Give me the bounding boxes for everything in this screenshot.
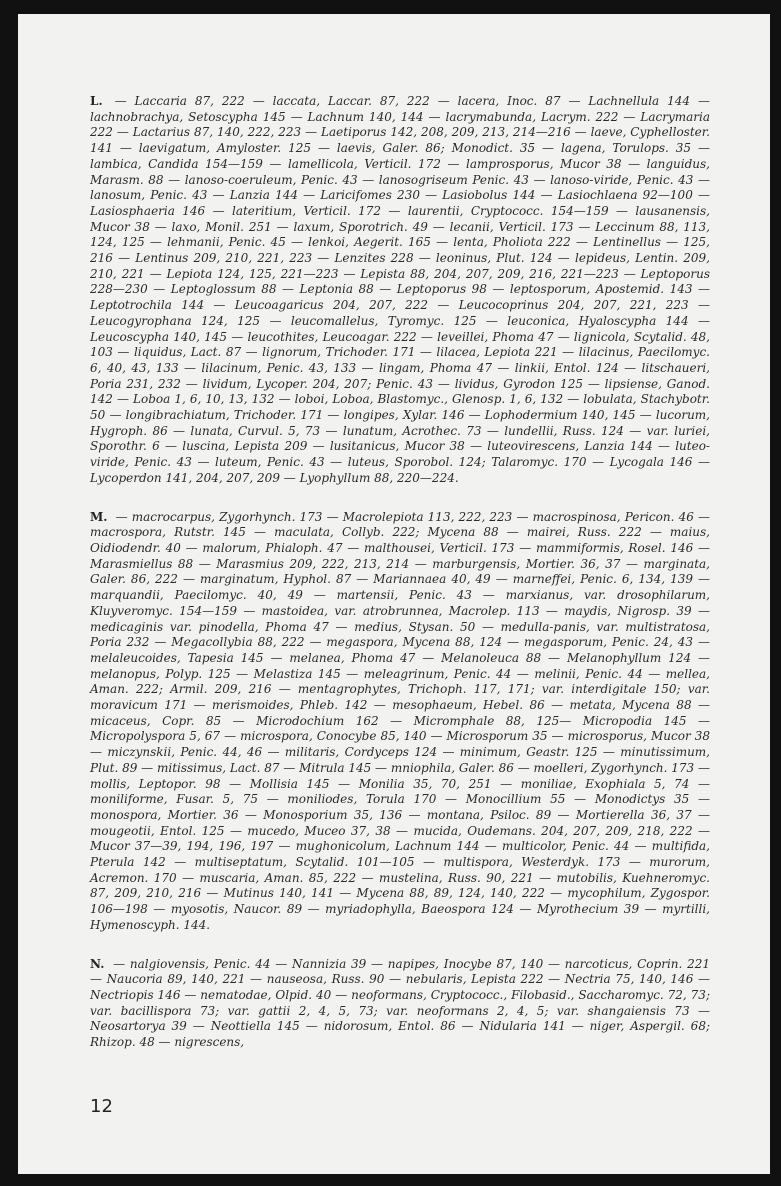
index-section-m [90,510,710,934]
page-number: 12 [90,1096,113,1117]
index-section-l [90,94,710,487]
index-section-n [90,957,710,1051]
section-letter: M. [90,509,108,524]
section-text: — Laccaria 87, 222 — laccata, Laccar. 87, 222 — lacera, Inoc. 87 — Lachnellula 144 — lachnobrachya, Setoscypha 145 — Lachnum 140, 144 — lacrymabunda, Lacrym. 222 — Lacrymaria 222 — Lactarius 87, 140, 222, 223 — Laetiporus 142, 208, 209, 213, 214—216 — laeve, Cyphelloster. 141 — laevigatum, Amyloster. 125 — laevis, Galer. 86; Monodict. 35 — lagena, Torulops. 35 — lambica, Candida 154—159 — lamellicola, Verticil. 172 — lamprosporus, Mucor 38 — languidus, Marasm. 88 — lanoso-coeruleum, Penic. 43 — lanosogriseum Penic. 43 — lanoso-viride, Penic. 43 — lanosum, Penic. 43 — Lanzia 144 — Laricifomes 230 — Lasiobolus 144 — Lasiochlaena 92—100 — Lasiosphaeria 146 — lateritium, Verticil. 172 — laurentii, Cryptococc. 154—159 — lausanensis, Mucor 38 — laxo, Monil. 251 — laxum, Sporotrich. 49 — lecanii, Verticil. 173 — Leccinum 88, 113, 124, 125 — lehmanii, Penic. 45 — lenkoi, Aegerit. 165 — lenta, Pholiota 222 — Lentinellus — 125, 216 — Lentinus 209, 210, 221, 223 — Lenzites 228 — leoninus, Plut. 124 — lepideus, Lentin. 209, 210, 221 — Lepiota 124, 125, 221—223 — Lepista 88, 204, 207, 209, 216, 221—223 — Leptoporus 228—230 — Leptoglossum 88 — Leptonia 88 — Leptoporus 98 — leptosporum, Apostemid. 143 — Leptotrochila 144 — Leucoagaricus 204, 207, 222 — Leucocoprinus 204, 207, 221, 223 — Leucogyrophana 124, 125 — leucomallelus, Tyromyc. 125 — leuconica, Hyaloscypha 144 — Leucoscypha 140, 145 — leucothites, Leucoagar. 222 — leveillei, Phoma 47 — lignicola, Scytalid. 48, 103 — liquidus, Lact. 87 — lignorum, Trichoder. 171 — lilacea, Lepiota 221 — lilacinus, Paecilomyc. 6, 40, 43, 133 — lilacinum, Penic. 43, 133 — lingam, Phoma 47 — linkii, Entol. 124 — litschaueri, Poria 231, 232 — lividum, Lycoper. 204, 207; Penic. 43 — lividus, Gyrodon 125 — lipsiense, Ganod. 142 — Loboa 1, 6, 10, 13, 132 — loboi, Loboa, Blastomyc., Glenosp. 1, 6, 132 — lobulata, Stachybotr. 50 — longibrachiatum, Trichoder. 171 — longipes, Xylar. 146 — Lophodermium 140, 145 — lucorum, Hygroph. 86 — lunata, Curvul. 5, 73 — lunatum, Acrothec. 73 — lundellii, Russ. 124 — var. luriei, Sporothr. 6 — luscina, Lepista 209 — lusitanicus, Mucor 38 — luteovirescens, Lanzia 144 — luteo-viride, Penic. 43 — luteum, Penic. 43 — luteus, Sporobol. 124; Talaromyc. 170 — Lycogala 146 — Lycoperdon 141, 204, 207, 209 — Lyophyllum 88, 220—224. [90,94,710,485]
document-page [18,14,770,1174]
section-text: — nalgiovensis, Penic. 44 — Nannizia 39 — napipes, Inocybe 87, 140 — narcoticus, Coprin. 221 — Naucoria 89, 140, 221 — nauseosa, Russ. 90 — nebularis, Lepista 222 — Nectria 75, 140, 146 — Nectriopis 146 — nematodae, Olpid. 40 — neoformans, Cryptococc., Filobasid., Saccharomyc. 72, 73; var. bacillispora 73; var. gattii 2, 4, 5, 73; var. neoformans 2, 4, 5; var. shangaiensis 73 — Neosartorya 39 — Neottiella 145 — nidorosum, Entol. 86 — Nidularia 141 — niger, Aspergil. 68; Rhizop. 48 — nigrescens, [90,956,710,1050]
section-text: — macrocarpus, Zygorhynch. 173 — Macrolepiota 113, 222, 223 — macrospinosa, Pericon. 46 — macrospora, Rutstr. 145 — maculata, Collyb. 222; Mycena 88 — mairei, Russ. 222 — maius, Oidiodendr. 40 — malorum, Phialoph. 47 — malthousei, Verticil. 173 — mammiformis, Rosel. 146 — Marasmiellus 88 — Marasmius 209, 222, 213, 214 — marburgensis, Mortier. 36, 37 — marginata, Galer. 86, 222 — marginatum, Hyphol. 87 — Mariannaea 40, 49 — marneffei, Penic. 6, 134, 139 — marquandii, Paecilomyc. 40, 49 — martensii, Penic. 43 — marxianus, var. drosophilarum, Kluyveromyc. 154—159 — mastoidea, var. atrobrunnea, Macrolep. 113 — maydis, Nigrosp. 39 — medicaginis var. pinodella, Phoma 47 — medius, Stysan. 50 — medulla-panis, var. multistratosa, Poria 232 — Megacollybia 88, 222 — megaspora, Mycena 88, 124 — megasporum, Penic. 24, 43 — melaleucoides, Tapesia 145 — melanea, Phoma 47 — Melanoleuca 88 — Melanophyllum 124 — melanopus, Polyp. 125 — Melastiza 145 — meleagrinum, Penic. 44 — melinii, Penic. 44 — mellea, Aman. 222; Armil. 209, 216 — mentagrophytes, Trichoph. 117, 171; var. interdigitale 150; var. moravicum 171 — merismoides, Phleb. 142 — mesophaeum, Hebel. 86 — metata, Mycena 88 — micaceus, Copr. 85 — Microdochium 162 — Micromphale 88, 125— Micropodia 145 — Micropolyspora 5, 67 — microspora, Conocybe 85, 140 — Microsporum 35 — microsporus, Mucor 38 — miczynskii, Penic. 44, 46 — militaris, Cordyceps 124 — minimum, Geastr. 125 — minutissimum, Plut. 89 — mitissimus, Lact. 87 — Mitrula 145 — mniophila, Galer. 86 — moelleri, Zygorhynch. 173 — mollis, Leptopor. 98 — Mollisia 145 — Monilia 35, 70, 251 — moniliae, Exophiala 5, 74 — moniliforme, Fusar. 5, 75 — moniliodes, Torula 170 — Monocillium 55 — Monodictys 35 — monospora, Mortier. 36 — Monosporium 35, 136 — montana, Psiloc. 89 — Mortierella 36, 37 — mougeotii, Entol. 125 — mucedo, Muceo 37, 38 — mucida, Oudemans. 204, 207, 209, 218, 222 — Mucor 37—39, 194, 196, 197 — mughonicolum, Lachnum 144 — multicolor, Penic. 44 — multifida, Pterula 142 — multiseptatum, Scytalid. 101—105 — multispora, Westerdyk. 173 — murorum, Acremon. 170 — muscaria, Aman. 85, 222 — mustelina, Russ. 90, 221 — mutobilis, Kuehneromyc. 87, 209, 210, 216 — Mutinus 140, 141 — Mycena 88, 89, 124, 140, 222 — mycophilum, Zygospor. 106—198 — myosotis, Naucor. 89 — myriadophylla, Baeospora 124 — Myrothecium 39 — myrtilli, Hymenoscyph. 144. [90,509,711,932]
section-letter: L. [90,94,103,108]
section-letter: N. [90,956,105,971]
index-content [90,94,710,1074]
